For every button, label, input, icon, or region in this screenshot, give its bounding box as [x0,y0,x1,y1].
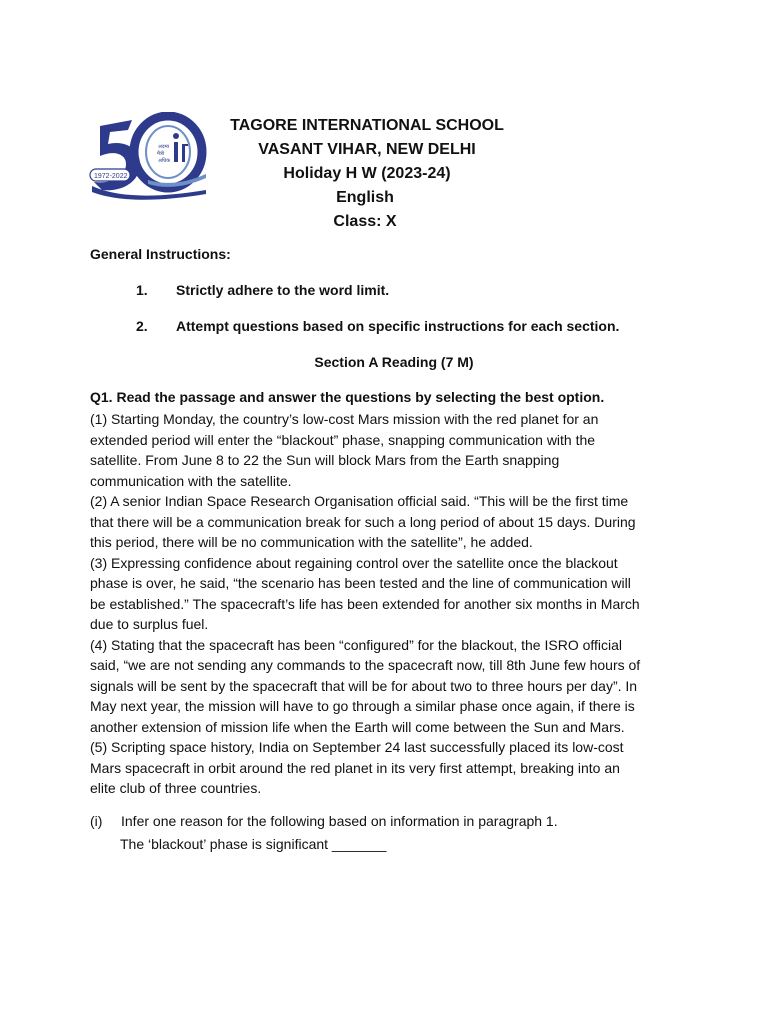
assignment-title: Holiday H W (2023-24) [283,165,451,182]
sub-question-number: (i) [90,813,103,829]
passage-paragraph: (3) Expressing confidence about regaining control over the satellite once the blackout phase is over, he said, “the scenario has been tested and the line of communication will be established.” The spacecraft’s life has been extended for another six months in March due to surplus fuel. [90,554,640,632]
instruction-number: 2. [136,318,148,334]
class-title: Class: X [333,213,397,230]
school-location: VASANT VIHAR, NEW DELHI [258,141,476,158]
section-title: Section A Reading (7 M) [314,354,474,370]
instruction-number: 1. [136,282,148,298]
subject-title: English [336,189,394,206]
svg-text:अदम्य: अदम्य [158,144,170,150]
svg-text:अधिक: अधिक [158,158,171,164]
instruction-item [136,318,619,334]
reading-passage [90,409,642,799]
section-heading [0,354,768,370]
document-header [180,114,550,234]
passage-paragraph: (5) Scripting space history, India on September 24 last successfully placed its low-cost Mars spacecraft in orbit around the red planet in its very first attempt, breaking into an elite club of three countries. [90,739,624,796]
sub-question-text: Infer one reason for the following based on information in paragraph 1. [121,813,558,829]
logo-years: 1972-2022 [94,173,128,180]
instruction-text: Strictly adhere to the word limit. [176,282,390,298]
svg-text:मैत्री: मैत्री [157,151,165,157]
sub-question-i [90,813,558,829]
school-name: TAGORE INTERNATIONAL SCHOOL [230,117,504,134]
passage-paragraph: (4) Stating that the spacecraft has been “configured” for the blackout, the ISRO official said, “we are not sending any commands to the spacecraft now, till 8th June few hours of signals will be sent by the spacecraft that will be for about two to three hours per day”. In May next year, the mission will have to go through a similar phase once again, if there is another extension of mission life when the Earth will come between the Sun and Mars. [90,636,641,735]
passage-paragraph: (1) Starting Monday, the country’s low-cost Mars mission with the red planet for an extended period will enter the “blackout” phase, snapping communication with the satellite. From June 8 to 22 the Sun will block Mars from the Earth snapping communication with the satellite. [90,411,599,489]
passage-paragraph: (2) A senior Indian Space Research Organisation official said. “This will be the first time that there will be a communication break for such a long period of about 15 days. During this period, there will be no communication with the satellite”, he added. [90,493,636,550]
question-1-heading: Q1. Read the passage and answer the questions by selecting the best option. [90,389,605,405]
instruction-item [136,282,389,298]
general-instructions-title: General Instructions: [90,246,231,262]
instruction-text: Attempt questions based on specific instructions for each section. [176,318,620,334]
sub-question-prompt: The ‘blackout’ phase is significant _______ [120,836,387,852]
